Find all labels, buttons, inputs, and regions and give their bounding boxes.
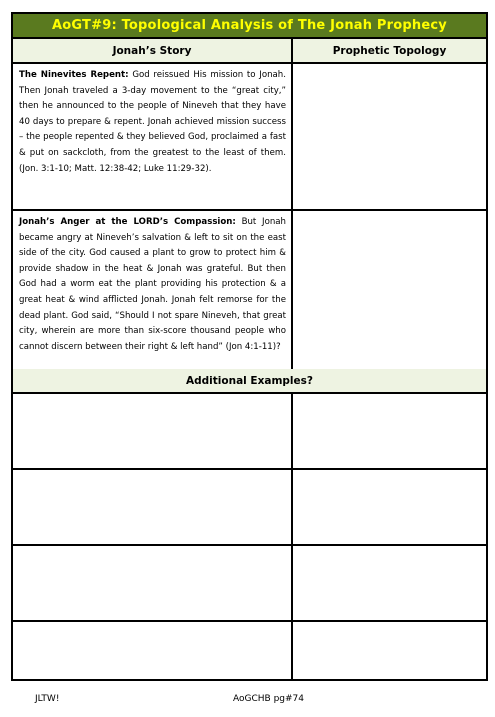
story-cell-ninevites-repent — [13, 64, 291, 209]
story-text: But Jonah became angry at Nineveh’s salvation & left to sit on the east side of the city. God caused a plant to grow to protect him & provide shadow in the heat & Jonah was grateful. But then God had a worm eat the plant providing his protection & a great heat & wind afflicted Jonah. Jonah felt remorse for the dead plant. God said, “Should I not spare Nineveh, that great city, wherein are more than six-score thousand people who cannot discern between their right & left hand” (Jon 4:1-11)? — [19, 217, 286, 352]
example-story-cell[interactable] — [13, 546, 291, 620]
example-topology-cell[interactable] — [293, 622, 486, 679]
example-story-cell[interactable] — [13, 470, 291, 544]
additional-examples-header: Additional Examples? — [13, 369, 486, 393]
worksheet-table — [11, 12, 488, 681]
story-cell-jonahs-anger — [13, 211, 291, 369]
column-header-story: Jonah’s Story — [112, 44, 192, 57]
example-story-cell[interactable] — [13, 622, 291, 679]
example-topology-cell[interactable] — [293, 470, 486, 544]
worksheet-title: AoGT#9: Topological Analysis of The Jonah Prophecy — [13, 14, 486, 39]
topology-cell-ninevites-repent[interactable] — [293, 64, 486, 209]
footer-page-number: AoGCHB pg#74 — [233, 694, 304, 704]
column-header-row — [13, 39, 486, 64]
story-text: God reissued His mission to Jonah. Then Jonah traveled a 3-day movement to the “great city,” then he announced to the people of Nineveh that they have 40 days to prepare & repent. Jonah achieved mission success – the people repented & they believed God, proclaimed a fast & put on sackcloth, from the greatest to the least of them. (Jon. 3:1-10; Matt. 12:38-42; Luke 11:29-32). — [19, 70, 286, 174]
column-header-topology: Prophetic Topology — [332, 44, 447, 57]
footer-signature: JLTW! — [35, 694, 60, 704]
topology-cell-jonahs-anger[interactable] — [293, 211, 486, 369]
example-story-cell[interactable] — [13, 394, 291, 468]
story-heading: Jonah’s Anger at the LORD’s Compassion: — [19, 217, 236, 227]
example-topology-cell[interactable] — [293, 546, 486, 620]
example-topology-cell[interactable] — [293, 394, 486, 468]
story-heading: The Ninevites Repent: — [19, 70, 129, 80]
